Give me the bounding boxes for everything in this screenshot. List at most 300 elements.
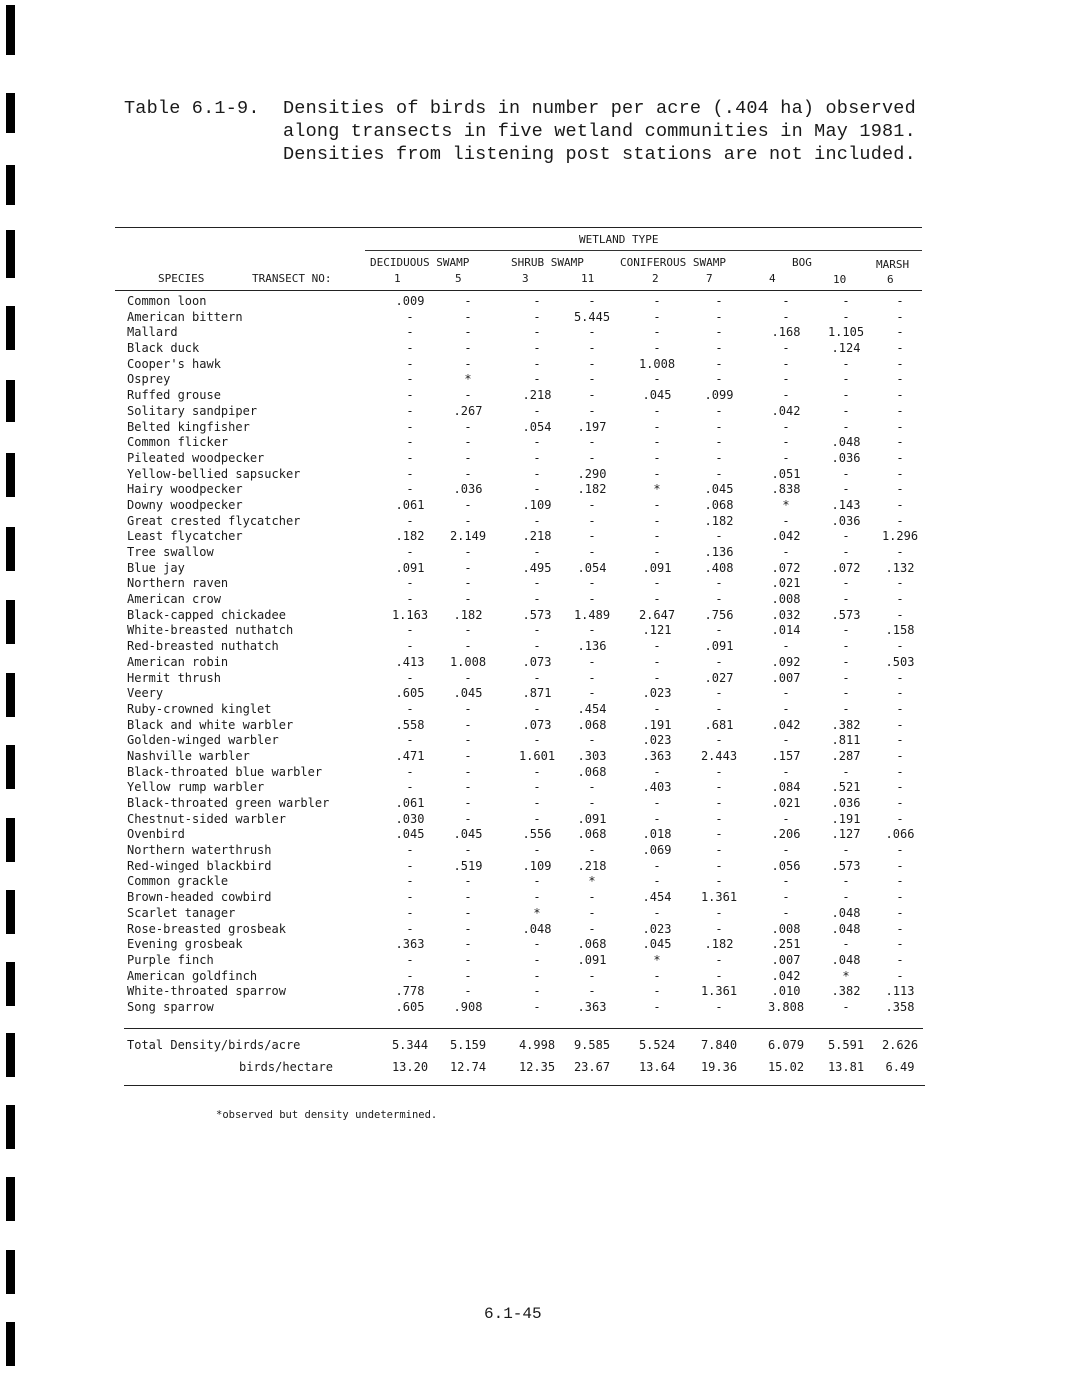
density-cell: - (715, 450, 723, 465)
density-cell: - (533, 764, 541, 779)
density-cell: - (842, 403, 850, 418)
density-cell: - (842, 623, 850, 638)
density-cell: - (715, 905, 723, 920)
header-transect-11: 11 (581, 272, 595, 285)
density-cell: .127 (831, 827, 861, 842)
density-cell: 2.647 (638, 607, 676, 622)
density-cell: - (715, 952, 723, 967)
density-cell: - (464, 717, 472, 732)
density-cell: .382 (831, 984, 861, 999)
density-cell: - (588, 654, 596, 669)
density-cell: - (464, 450, 472, 465)
density-cell: - (588, 968, 596, 983)
density-cell: - (406, 435, 414, 450)
density-cell: .036 (453, 482, 483, 497)
density-cell: - (588, 623, 596, 638)
total-density-label: Total Density/birds/acre (127, 1038, 301, 1052)
density-cell: - (842, 529, 850, 544)
density-cell: - (533, 294, 541, 308)
totals-top-rule (124, 1028, 923, 1029)
species-name: Common flicker (127, 435, 229, 450)
density-cell: .143 (831, 497, 861, 512)
density-cell: - (896, 419, 904, 434)
density-cell: - (715, 309, 723, 324)
species-name: Nashville warbler (127, 748, 250, 763)
density-cell: - (406, 639, 414, 654)
density-cell: .045 (642, 937, 672, 952)
header-wetland-underline (365, 250, 922, 251)
density-cell: .072 (831, 560, 861, 575)
header-group-shrub: SHRUB SWAMP (511, 256, 584, 269)
density-cell: - (406, 545, 414, 559)
density-cell: - (782, 450, 790, 465)
density-cell: - (464, 984, 472, 999)
density-cell: - (464, 592, 472, 607)
density-cell: - (653, 874, 661, 889)
density-cell: .068 (577, 764, 607, 779)
density-cell: .048 (831, 905, 861, 920)
density-cell: - (715, 576, 723, 591)
binder-mark (6, 230, 15, 278)
total-density-cell: 5.591 (827, 1038, 865, 1052)
density-cell: - (842, 701, 850, 716)
density-cell: - (406, 921, 414, 936)
density-cell: - (782, 701, 790, 716)
density-cell: - (533, 639, 541, 654)
density-cell: - (464, 811, 472, 826)
density-cell: - (782, 513, 790, 528)
density-cell: - (406, 450, 414, 465)
density-cell: .109 (522, 858, 552, 873)
density-cell: - (653, 811, 661, 826)
density-cell: - (533, 576, 541, 591)
density-cell: - (842, 890, 850, 905)
density-cell: - (653, 325, 661, 340)
density-cell: - (533, 403, 541, 418)
binder-mark (6, 1250, 15, 1294)
density-cell: - (653, 529, 661, 544)
density-cell: .091 (642, 560, 672, 575)
density-cell: - (896, 796, 904, 810)
density-cell: .290 (577, 466, 607, 481)
density-cell: - (533, 780, 541, 795)
density-cell: .009 (395, 294, 425, 308)
density-cell: .018 (642, 827, 672, 842)
density-cell: .871 (522, 686, 552, 701)
density-cell: .042 (771, 403, 801, 418)
density-cell: - (782, 733, 790, 748)
density-cell: - (896, 309, 904, 324)
density-cell: - (406, 513, 414, 528)
density-cell: - (653, 858, 661, 873)
species-name: Northern waterthrush (127, 843, 272, 858)
density-cell: - (896, 780, 904, 795)
density-cell: - (464, 748, 472, 763)
density-cell: - (842, 419, 850, 434)
density-cell: - (715, 858, 723, 873)
density-cell: - (533, 325, 541, 340)
density-cell: - (588, 984, 596, 999)
density-cell: .158 (885, 623, 915, 638)
density-cell: - (406, 388, 414, 403)
density-cell: .045 (453, 686, 483, 701)
binder-mark (6, 93, 15, 133)
density-cell: - (464, 968, 472, 983)
density-cell: - (588, 388, 596, 403)
binder-mark (6, 1322, 15, 1366)
density-cell: - (464, 435, 472, 450)
density-cell: .251 (771, 937, 801, 952)
species-name: White-breasted nuthatch (127, 623, 294, 638)
density-cell: - (533, 372, 541, 387)
density-cell: - (588, 733, 596, 748)
density-cell: .363 (642, 748, 672, 763)
density-cell: - (896, 921, 904, 936)
header-transect-6: 6 (887, 273, 894, 286)
species-name: Ruby-crowned kinglet (127, 701, 272, 716)
density-cell: - (896, 890, 904, 905)
density-cell: - (406, 356, 414, 371)
density-cell: .382 (831, 717, 861, 732)
binder-mark (6, 745, 15, 789)
density-cell: - (715, 780, 723, 795)
density-cell: .558 (395, 717, 425, 732)
density-cell: - (406, 670, 414, 685)
density-cell: - (896, 388, 904, 403)
density-cell: - (406, 843, 414, 858)
density-cell: - (842, 356, 850, 371)
total-density-cell: 7.840 (700, 1038, 738, 1052)
species-name: Red-winged blackbird (127, 858, 272, 873)
density-cell: .303 (577, 748, 607, 763)
density-cell: - (533, 309, 541, 324)
species-name: Blue jay (127, 560, 185, 575)
density-cell: .403 (642, 780, 672, 795)
species-name: Scarlet tanager (127, 905, 236, 920)
density-cell: - (406, 968, 414, 983)
density-cell: - (782, 639, 790, 654)
density-cell: .042 (771, 529, 801, 544)
density-cell: - (464, 560, 472, 575)
density-cell: - (782, 905, 790, 920)
density-cell: .605 (395, 999, 425, 1014)
density-cell: - (896, 968, 904, 983)
density-cell: .113 (885, 984, 915, 999)
density-cell: .197 (577, 419, 607, 434)
density-cell: - (896, 858, 904, 873)
density-cell: .036 (831, 450, 861, 465)
density-cell: - (896, 356, 904, 371)
species-name: Evening grosbeak (127, 937, 243, 952)
density-cell: .091 (577, 811, 607, 826)
species-name: American crow (127, 592, 221, 607)
header-transect-7: 7 (706, 272, 713, 285)
density-cell: - (464, 294, 472, 308)
density-cell: - (588, 513, 596, 528)
density-cell: 1.105 (827, 325, 865, 340)
density-cell: .008 (771, 921, 801, 936)
density-cell: - (464, 466, 472, 481)
density-cell: * (653, 482, 661, 497)
density-cell: - (653, 999, 661, 1014)
total-density-cell: 2.626 (881, 1038, 919, 1052)
density-cell: .091 (395, 560, 425, 575)
header-transect-5: 5 (455, 272, 462, 285)
density-cell: - (842, 670, 850, 685)
density-cell: - (653, 968, 661, 983)
density-cell: - (896, 764, 904, 779)
density-cell: - (782, 294, 790, 308)
footnote: *observed but density undetermined. (216, 1109, 438, 1121)
total-density-cell: 9.585 (573, 1038, 611, 1052)
density-cell: - (896, 435, 904, 450)
density-cell: .099 (704, 388, 734, 403)
density-cell: .048 (522, 921, 552, 936)
density-cell: .061 (395, 796, 425, 810)
species-name: Osprey (127, 372, 171, 387)
density-cell: - (896, 733, 904, 748)
density-cell: - (782, 764, 790, 779)
density-cell: - (653, 419, 661, 434)
header-transect-1: 1 (394, 272, 401, 285)
header-bottom-rule (115, 290, 922, 291)
birds-per-hectare-cell: 13.20 (391, 1060, 429, 1074)
density-cell: - (653, 576, 661, 591)
density-cell: - (842, 999, 850, 1014)
density-cell: - (653, 905, 661, 920)
density-cell: - (896, 466, 904, 481)
density-cell: - (896, 811, 904, 826)
density-cell: .182 (453, 607, 483, 622)
density-cell: - (464, 796, 472, 810)
density-cell: - (782, 419, 790, 434)
density-cell: - (896, 701, 904, 716)
density-cell: .413 (395, 654, 425, 669)
species-name: Yellow rump warbler (127, 780, 265, 795)
density-cell: - (715, 764, 723, 779)
density-cell: - (588, 356, 596, 371)
density-cell: - (533, 843, 541, 858)
density-cell: 2.443 (700, 748, 738, 763)
density-cell: .069 (642, 843, 672, 858)
density-cell: .521 (831, 780, 861, 795)
density-cell: - (896, 513, 904, 528)
header-group-marsh: MARSH (876, 258, 910, 271)
total-density-cell: 5.524 (638, 1038, 676, 1052)
density-cell: - (588, 435, 596, 450)
density-cell: - (464, 341, 472, 356)
density-cell: - (653, 372, 661, 387)
density-cell: - (533, 968, 541, 983)
density-cell: .068 (577, 827, 607, 842)
density-cell: - (715, 356, 723, 371)
density-cell: .091 (577, 952, 607, 967)
header-group-deciduous: DECIDUOUS SWAMP (370, 256, 470, 269)
species-name: Downy woodpecker (127, 497, 243, 512)
totals-bottom-rule (124, 1085, 925, 1086)
density-cell: - (653, 545, 661, 559)
density-cell: - (782, 309, 790, 324)
density-cell: - (653, 984, 661, 999)
density-cell: .454 (577, 701, 607, 716)
density-cell: .042 (771, 717, 801, 732)
density-cell: .182 (395, 529, 425, 544)
density-cell: - (653, 513, 661, 528)
density-cell: 1.361 (700, 890, 738, 905)
density-cell: .068 (577, 937, 607, 952)
binder-mark (6, 1105, 15, 1149)
density-cell: .358 (885, 999, 915, 1014)
density-cell: - (653, 592, 661, 607)
density-cell: .408 (704, 560, 734, 575)
density-cell: - (588, 670, 596, 685)
density-cell: - (464, 623, 472, 638)
density-cell: - (715, 968, 723, 983)
density-cell: - (842, 654, 850, 669)
total-density-cell: 5.159 (449, 1038, 487, 1052)
density-cell: - (406, 890, 414, 905)
density-cell: .072 (771, 560, 801, 575)
header-transect-4: 4 (769, 272, 776, 285)
density-cell: - (533, 733, 541, 748)
density-cell: - (464, 890, 472, 905)
density-cell: - (464, 545, 472, 559)
density-cell: - (842, 843, 850, 858)
density-cell: - (653, 639, 661, 654)
density-cell: - (533, 341, 541, 356)
density-cell: - (533, 701, 541, 716)
density-cell: - (653, 670, 661, 685)
density-cell: - (464, 497, 472, 512)
density-cell: .056 (771, 858, 801, 873)
density-cell: 1.489 (573, 607, 611, 622)
density-cell: - (715, 654, 723, 669)
species-name: Black-capped chickadee (127, 607, 286, 622)
density-cell: 1.601 (518, 748, 556, 763)
density-cell: - (588, 592, 596, 607)
density-cell: - (653, 701, 661, 716)
density-cell: - (464, 905, 472, 920)
caption-line: Densities from listening post stations are not included. (283, 144, 916, 165)
density-cell: - (896, 937, 904, 952)
density-cell: - (782, 874, 790, 889)
density-cell: - (715, 325, 723, 340)
density-cell: - (406, 576, 414, 591)
header-transect-3: 3 (522, 272, 529, 285)
species-name: Purple finch (127, 952, 214, 967)
density-cell: - (896, 670, 904, 685)
density-cell: - (715, 529, 723, 544)
density-cell: - (464, 874, 472, 889)
caption-label: Table 6.1-9. (124, 98, 260, 119)
density-cell: .054 (577, 560, 607, 575)
density-cell: .471 (395, 748, 425, 763)
birds-per-hectare-label: birds/hectare (239, 1060, 333, 1074)
density-cell: - (464, 325, 472, 340)
density-cell: - (896, 576, 904, 591)
density-cell: 1.008 (449, 654, 487, 669)
species-name: Tree swallow (127, 545, 214, 559)
density-cell: - (464, 670, 472, 685)
species-name: Pileated woodpecker (127, 450, 265, 465)
density-cell: - (715, 843, 723, 858)
density-cell: .023 (642, 686, 672, 701)
density-cell: * (588, 874, 596, 889)
density-cell: * (533, 905, 541, 920)
density-cell: .182 (704, 937, 734, 952)
species-name: Black-throated green warbler (127, 796, 330, 810)
density-cell: - (896, 450, 904, 465)
density-cell: .503 (885, 654, 915, 669)
species-name: American goldfinch (127, 968, 258, 983)
density-cell: - (653, 497, 661, 512)
species-name: Black-throated blue warbler (127, 764, 323, 779)
density-cell: .048 (831, 952, 861, 967)
density-cell: - (406, 952, 414, 967)
species-name: Mallard (127, 325, 178, 340)
density-cell: - (588, 341, 596, 356)
density-cell: 2.149 (449, 529, 487, 544)
density-cell: - (588, 921, 596, 936)
density-cell: .021 (771, 796, 801, 810)
density-cell: - (533, 952, 541, 967)
density-cell: - (406, 592, 414, 607)
density-cell: .027 (704, 670, 734, 685)
species-name: Hermit thrush (127, 670, 221, 685)
caption-line: along transects in five wetland communities in May 1981. (283, 121, 916, 142)
density-cell: - (896, 341, 904, 356)
density-cell: - (896, 639, 904, 654)
density-cell: - (896, 482, 904, 497)
density-cell: .068 (704, 497, 734, 512)
density-cell: - (715, 403, 723, 418)
density-cell: .023 (642, 733, 672, 748)
density-cell: .021 (771, 576, 801, 591)
header-transect-10: 10 (833, 273, 847, 286)
species-name: Belted kingfisher (127, 419, 250, 434)
caption-line: Densities of birds in number per acre (.404 ha) observed (283, 98, 916, 119)
density-cell: - (715, 686, 723, 701)
binder-mark (6, 1033, 15, 1077)
density-cell: - (842, 639, 850, 654)
density-cell: - (653, 466, 661, 481)
density-cell: .007 (771, 952, 801, 967)
density-cell: .908 (453, 999, 483, 1014)
density-cell: .045 (453, 827, 483, 842)
density-cell: - (533, 796, 541, 810)
density-cell: - (533, 811, 541, 826)
density-cell: - (715, 999, 723, 1014)
density-cell: .014 (771, 623, 801, 638)
density-cell: - (588, 372, 596, 387)
binder-mark (6, 453, 15, 497)
density-cell: - (842, 686, 850, 701)
density-cell: .045 (395, 827, 425, 842)
density-cell: 5.445 (573, 309, 611, 324)
species-name: Common grackle (127, 874, 229, 889)
density-cell: .048 (831, 435, 861, 450)
density-cell: - (715, 874, 723, 889)
density-cell: - (653, 796, 661, 810)
header-transect-label: TRANSECT NO: (252, 272, 332, 285)
density-cell: - (464, 952, 472, 967)
density-cell: .042 (771, 968, 801, 983)
density-cell: .756 (704, 607, 734, 622)
density-cell: - (406, 341, 414, 356)
density-cell: - (588, 576, 596, 591)
density-cell: - (406, 858, 414, 873)
binder-mark (6, 673, 15, 717)
